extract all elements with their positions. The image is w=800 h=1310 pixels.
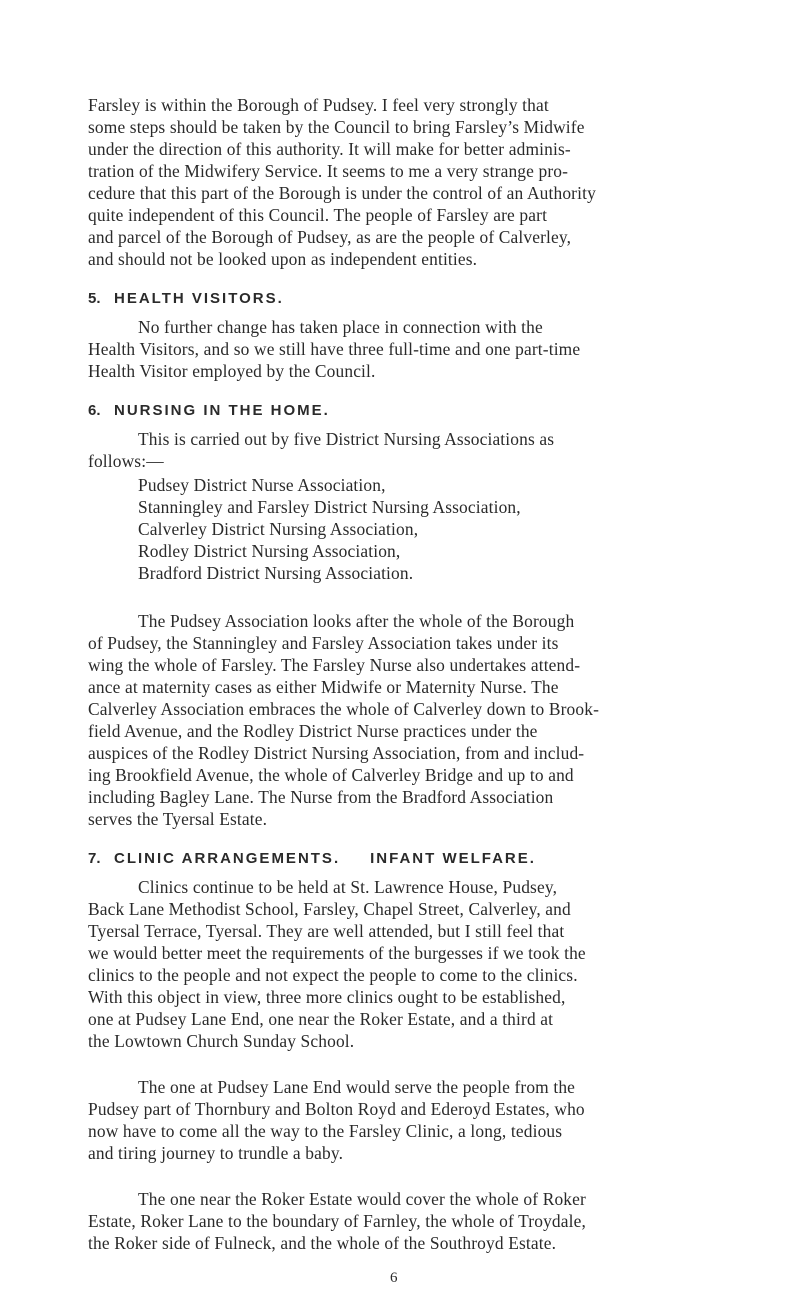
section-7-para-line: the Lowtown Church Sunday School. (88, 1031, 355, 1051)
association-list-item: Stanningley and Farsley District Nursing Association, (138, 497, 521, 517)
section-6-intro-line: follows:— (88, 451, 164, 471)
section-7-para2-line: now have to come all the way to the Farsley Clinic, a long, tedious (88, 1121, 563, 1141)
section-number: 5. (88, 290, 101, 307)
intro-line: tration of the Midwifery Service. It seems to me a very strange pro- (88, 161, 569, 181)
section-7-para3-line: Estate, Roker Lane to the boundary of Farnley, the whole of Troydale, (88, 1211, 586, 1231)
association-list-item: Bradford District Nursing Association. (138, 563, 414, 583)
section-7-para-line: one at Pudsey Lane End, one near the Roker Estate, and a third at (88, 1009, 554, 1029)
section-7-para3-line: the Roker side of Fulneck, and the whole of the Southroyd Estate. (88, 1233, 557, 1253)
intro-line: cedure that this part of the Borough is under the control of an Authority (88, 183, 596, 203)
intro-line: and should not be looked upon as independent entities. (88, 249, 478, 269)
section-7-para-line: With this object in view, three more clinics ought to be established, (88, 987, 566, 1007)
section-subtitle: INFANT WELFARE. (370, 850, 536, 867)
section-6-para-line: The Pudsey Association looks after the whole of the Borough (138, 611, 575, 631)
section-6-para-line: field Avenue, and the Rodley District Nurse practices under the (88, 721, 538, 741)
section-6-heading (88, 402, 330, 419)
section-title: HEALTH VISITORS. (114, 290, 284, 307)
section-number: 7. (88, 850, 101, 867)
section-7-para-line: Tyersal Terrace, Tyersal. They are well attended, but I still feel that (88, 921, 565, 941)
section-6-para-line: Calverley Association embraces the whole of Calverley down to Brook- (88, 699, 600, 719)
section-title: NURSING IN THE HOME. (114, 402, 330, 419)
section-7-para-line: Clinics continue to be held at St. Lawrence House, Pudsey, (138, 877, 558, 897)
section-6-para-line: ing Brookfield Avenue, the whole of Calverley Bridge and up to and (88, 765, 574, 785)
section-6-para-line: including Bagley Lane. The Nurse from the Bradford Association (88, 787, 554, 807)
section-5-line: No further change has taken place in connection with the (138, 317, 543, 337)
association-list-item: Rodley District Nursing Association, (138, 541, 401, 561)
section-5-heading (88, 290, 284, 307)
section-5-line: Health Visitors, and so we still have three full-time and one part-time (88, 339, 581, 359)
page-number: 6 (390, 1270, 398, 1286)
intro-line: under the direction of this authority. It will make for better adminis- (88, 139, 571, 159)
section-5-line: Health Visitor employed by the Council. (88, 361, 376, 381)
section-7-para2-line: Pudsey part of Thornbury and Bolton Royd and Ederoyd Estates, who (88, 1099, 585, 1119)
section-7-para-line: Back Lane Methodist School, Farsley, Chapel Street, Calverley, and (88, 899, 571, 919)
intro-line: quite independent of this Council. The people of Farsley are part (88, 205, 548, 225)
association-list-item: Pudsey District Nurse Association, (138, 475, 386, 495)
section-7-para-line: we would better meet the requirements of the burgesses if we took the (88, 943, 586, 963)
section-6-intro-line: This is carried out by five District Nursing Associations as (138, 429, 555, 449)
section-number: 6. (88, 402, 101, 419)
intro-line: and parcel of the Borough of Pudsey, as are the people of Calverley, (88, 227, 572, 247)
section-6-para-line: ance at maternity cases as either Midwife or Maternity Nurse. The (88, 677, 559, 697)
section-7-para2-line: and tiring journey to trundle a baby. (88, 1143, 344, 1163)
section-6-para-line: auspices of the Rodley District Nursing Association, from and includ- (88, 743, 585, 763)
intro-line: some steps should be taken by the Council to bring Farsley’s Midwife (88, 117, 585, 137)
section-6-para-line: wing the whole of Farsley. The Farsley Nurse also undertakes attend- (88, 655, 581, 675)
section-7-para3-line: The one near the Roker Estate would cover the whole of Roker (138, 1189, 586, 1209)
section-6-para-line: serves the Tyersal Estate. (88, 809, 268, 829)
section-6-para-line: of Pudsey, the Stanningley and Farsley Association takes under its (88, 633, 559, 653)
association-list-item: Calverley District Nursing Association, (138, 519, 419, 539)
section-title: CLINIC ARRANGEMENTS. (114, 850, 341, 867)
intro-line: Farsley is within the Borough of Pudsey. I feel very strongly that (88, 95, 549, 115)
section-7-heading (88, 850, 536, 867)
section-7-para2-line: The one at Pudsey Lane End would serve the people from the (138, 1077, 576, 1097)
section-7-para-line: clinics to the people and not expect the people to come to the clinics. (88, 965, 578, 985)
